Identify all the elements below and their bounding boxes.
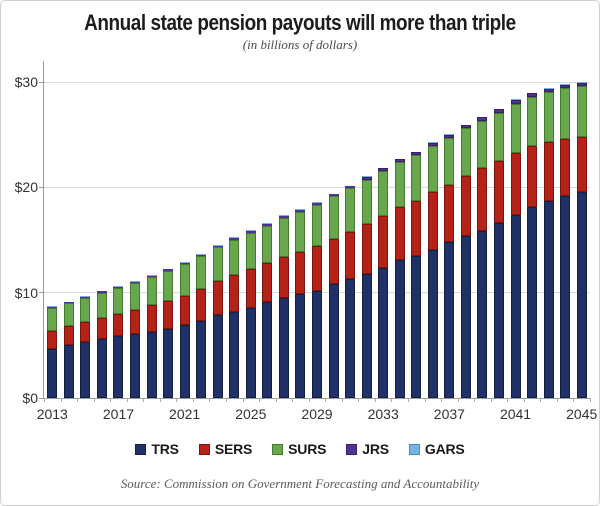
- x-axis-tick: [160, 398, 161, 402]
- bar-2020: [163, 269, 173, 398]
- bar-2032: [362, 176, 372, 398]
- bar-2019: [147, 275, 157, 398]
- bar-2024: [229, 237, 239, 398]
- y-axis-label: $0: [22, 390, 38, 406]
- segment-sers: [80, 322, 90, 342]
- segment-trs: [47, 349, 57, 398]
- bar-2031: [345, 186, 355, 399]
- segment-surs: [395, 162, 405, 207]
- segment-trs: [527, 207, 537, 398]
- segment-surs: [279, 218, 289, 257]
- segment-surs: [411, 155, 421, 201]
- x-axis-tick: [127, 398, 128, 402]
- segment-trs: [461, 236, 471, 398]
- segment-trs: [295, 294, 305, 398]
- segment-trs: [345, 279, 355, 398]
- segment-sers: [329, 239, 339, 284]
- bar-2043: [544, 88, 554, 398]
- segment-sers: [560, 139, 570, 196]
- bar-2039: [477, 117, 487, 398]
- segment-sers: [147, 305, 157, 331]
- legend-item-sers: [199, 441, 252, 457]
- segment-sers: [527, 146, 537, 207]
- bar-2022: [196, 254, 206, 398]
- bar-2013: [47, 306, 57, 398]
- bar-2029: [312, 202, 322, 398]
- segment-trs: [312, 291, 322, 398]
- segment-sers: [213, 281, 223, 315]
- bar-2036: [428, 142, 438, 398]
- legend-item-gars: [409, 441, 465, 457]
- legend-swatch-icon: [199, 444, 210, 455]
- legend-label: TRS: [151, 441, 179, 457]
- segment-surs: [577, 86, 587, 137]
- segment-surs: [80, 298, 90, 322]
- segment-trs: [329, 284, 339, 398]
- gridline-20: [44, 187, 590, 188]
- legend-swatch-icon: [135, 444, 146, 455]
- segment-surs: [461, 128, 471, 175]
- legend-item-trs: [135, 441, 178, 457]
- x-axis-label-2045: 2045: [566, 406, 598, 422]
- x-axis-tick: [408, 398, 409, 402]
- segment-sers: [428, 192, 438, 249]
- segment-sers: [544, 142, 554, 201]
- segment-surs: [362, 180, 372, 224]
- segment-surs: [329, 196, 339, 239]
- segment-trs: [428, 250, 438, 398]
- bar-2027: [279, 215, 289, 398]
- bar-2041: [511, 99, 521, 398]
- bar-2045: [577, 82, 587, 398]
- segment-trs: [97, 339, 107, 398]
- bar-2035: [411, 152, 421, 398]
- segment-trs: [444, 242, 454, 398]
- bar-2014: [64, 302, 74, 398]
- x-axis-tick: [243, 398, 244, 402]
- segment-trs: [395, 260, 405, 398]
- x-axis-tick: [507, 398, 508, 402]
- segment-trs: [163, 329, 173, 399]
- bar-2021: [180, 262, 190, 398]
- bar-2028: [295, 209, 305, 398]
- x-axis-tick: [110, 398, 111, 402]
- chart-subtitle: (in billions of dollars): [242, 37, 358, 52]
- segment-surs: [213, 247, 223, 281]
- segment-trs: [147, 332, 157, 398]
- segment-surs: [544, 92, 554, 142]
- segment-surs: [64, 303, 74, 326]
- segment-trs: [213, 315, 223, 398]
- bar-2034: [395, 159, 405, 398]
- x-axis-label-2037: 2037: [433, 406, 465, 422]
- segment-trs: [180, 325, 190, 398]
- segment-surs: [229, 240, 239, 275]
- x-axis-tick: [425, 398, 426, 402]
- x-axis-tick: [458, 398, 459, 402]
- segment-sers: [577, 137, 587, 192]
- x-axis-tick: [292, 398, 293, 402]
- segment-sers: [246, 269, 256, 308]
- segment-trs: [560, 196, 570, 398]
- x-axis-label-2033: 2033: [367, 406, 399, 422]
- bar-2016: [97, 291, 107, 398]
- segment-sers: [262, 263, 272, 302]
- segment-surs: [477, 121, 487, 169]
- segment-sers: [345, 232, 355, 279]
- segment-trs: [577, 192, 587, 398]
- source-note: Source: Commission on Government Forecasting and Accountability: [120, 476, 480, 491]
- x-axis-tick: [573, 398, 574, 402]
- x-axis-tick: [143, 398, 144, 402]
- segment-surs: [262, 226, 272, 263]
- segment-surs: [312, 205, 322, 247]
- segment-surs: [511, 104, 521, 153]
- bar-2018: [130, 281, 140, 398]
- segment-surs: [345, 188, 355, 231]
- gridline-30: [44, 82, 590, 83]
- bar-2040: [494, 109, 504, 398]
- x-axis-tick: [259, 398, 260, 402]
- x-axis-tick: [491, 398, 492, 402]
- segment-trs: [362, 274, 372, 398]
- segment-sers: [180, 296, 190, 325]
- x-axis-tick: [441, 398, 442, 402]
- x-axis-tick: [226, 398, 227, 402]
- segment-sers: [196, 289, 206, 321]
- plot-area: [14, 61, 598, 422]
- segment-surs: [246, 233, 256, 269]
- segment-surs: [163, 271, 173, 301]
- bar-2017: [113, 286, 123, 398]
- segment-sers: [395, 207, 405, 260]
- segment-sers: [97, 318, 107, 339]
- bar-2044: [560, 84, 570, 398]
- segment-sers: [130, 310, 140, 334]
- x-axis-tick: [342, 398, 343, 402]
- segment-sers: [461, 176, 471, 236]
- segment-sers: [229, 275, 239, 312]
- chart-title-text: Annual state pension payouts will more than triple: [84, 10, 516, 35]
- y-axis-label: $10: [14, 284, 38, 301]
- legend-label: GARS: [424, 441, 465, 457]
- segment-surs: [130, 283, 140, 310]
- segment-trs: [113, 336, 123, 398]
- segment-sers: [444, 185, 454, 242]
- y-axis-tick: [39, 292, 44, 293]
- segment-surs: [97, 293, 107, 318]
- legend-item-surs: [272, 441, 326, 457]
- x-axis-label-2013: 2013: [36, 406, 68, 422]
- segment-sers: [64, 326, 74, 345]
- segment-trs: [511, 215, 521, 398]
- segment-sers: [511, 153, 521, 215]
- segment-surs: [527, 97, 537, 146]
- x-axis-tick: [94, 398, 95, 402]
- x-axis-tick: [276, 398, 277, 402]
- segment-sers: [362, 224, 372, 274]
- bar-2037: [444, 134, 454, 398]
- x-axis-tick: [44, 398, 45, 402]
- x-axis-tick: [309, 398, 310, 402]
- segment-sers: [113, 314, 123, 337]
- legend-label: SERS: [214, 441, 253, 457]
- segment-surs: [428, 146, 438, 192]
- bar-2038: [461, 125, 471, 398]
- segment-trs: [246, 308, 256, 398]
- x-axis-label-2021: 2021: [169, 406, 201, 422]
- x-axis-tick: [391, 398, 392, 402]
- segment-trs: [544, 201, 554, 398]
- bar-2033: [378, 168, 388, 398]
- segment-sers: [312, 246, 322, 290]
- bar-2030: [329, 194, 339, 398]
- y-axis-tick: [39, 187, 44, 188]
- segment-trs: [378, 268, 388, 398]
- x-axis-tick: [176, 398, 177, 402]
- x-axis-tick: [358, 398, 359, 402]
- y-axis-tick: [39, 82, 44, 83]
- x-axis-tick: [557, 398, 558, 402]
- legend: [1, 441, 599, 457]
- x-axis-tick: [61, 398, 62, 402]
- x-axis-tick: [325, 398, 326, 402]
- segment-sers: [378, 216, 388, 268]
- bar-2025: [246, 230, 256, 398]
- x-axis-tick: [524, 398, 525, 402]
- legend-label: SURS: [288, 441, 327, 457]
- segment-trs: [229, 312, 239, 398]
- x-axis-tick: [540, 398, 541, 402]
- segment-surs: [113, 288, 123, 314]
- legend-swatch-icon: [346, 444, 357, 455]
- chart-title: [1, 10, 599, 36]
- segment-sers: [163, 301, 173, 329]
- x-axis-tick: [77, 398, 78, 402]
- segment-surs: [560, 88, 570, 139]
- segment-trs: [262, 302, 272, 398]
- segment-sers: [295, 252, 305, 294]
- segment-surs: [378, 171, 388, 216]
- y-axis-label: $30: [14, 74, 38, 91]
- x-axis-label-2017: 2017: [102, 406, 135, 422]
- segment-surs: [494, 113, 504, 161]
- bar-2015: [80, 296, 90, 398]
- x-axis-label-2025: 2025: [235, 406, 267, 422]
- segment-trs: [130, 334, 140, 398]
- x-axis-tick: [193, 398, 194, 402]
- x-axis-tick: [474, 398, 475, 402]
- segment-trs: [494, 223, 504, 398]
- chart-area: [1, 59, 599, 431]
- legend-label: JRS: [362, 441, 389, 457]
- segment-surs: [147, 277, 157, 305]
- x-axis-label-2029: 2029: [301, 406, 333, 422]
- segment-sers: [279, 257, 289, 298]
- legend-item-jrs: [346, 441, 389, 457]
- segment-trs: [477, 231, 487, 398]
- x-axis-tick: [590, 398, 591, 402]
- x-axis-label-2041: 2041: [499, 406, 532, 422]
- segment-sers: [494, 161, 504, 223]
- x-axis-tick: [209, 398, 210, 402]
- segment-surs: [444, 138, 454, 185]
- segment-surs: [196, 256, 206, 289]
- segment-sers: [47, 331, 57, 349]
- segment-trs: [411, 256, 421, 398]
- legend-swatch-icon: [272, 444, 283, 455]
- segment-surs: [47, 308, 57, 331]
- segment-surs: [295, 212, 305, 253]
- segment-sers: [477, 168, 487, 230]
- segment-trs: [196, 321, 206, 398]
- segment-trs: [64, 345, 74, 398]
- bar-2042: [527, 93, 537, 398]
- bar-2026: [262, 223, 272, 398]
- segment-trs: [279, 298, 289, 398]
- bar-2023: [213, 245, 223, 398]
- x-axis-tick: [375, 398, 376, 402]
- y-axis-label: $20: [14, 179, 38, 196]
- segment-sers: [411, 201, 421, 256]
- segment-trs: [80, 342, 90, 398]
- legend-swatch-icon: [409, 444, 420, 455]
- segment-surs: [180, 264, 190, 296]
